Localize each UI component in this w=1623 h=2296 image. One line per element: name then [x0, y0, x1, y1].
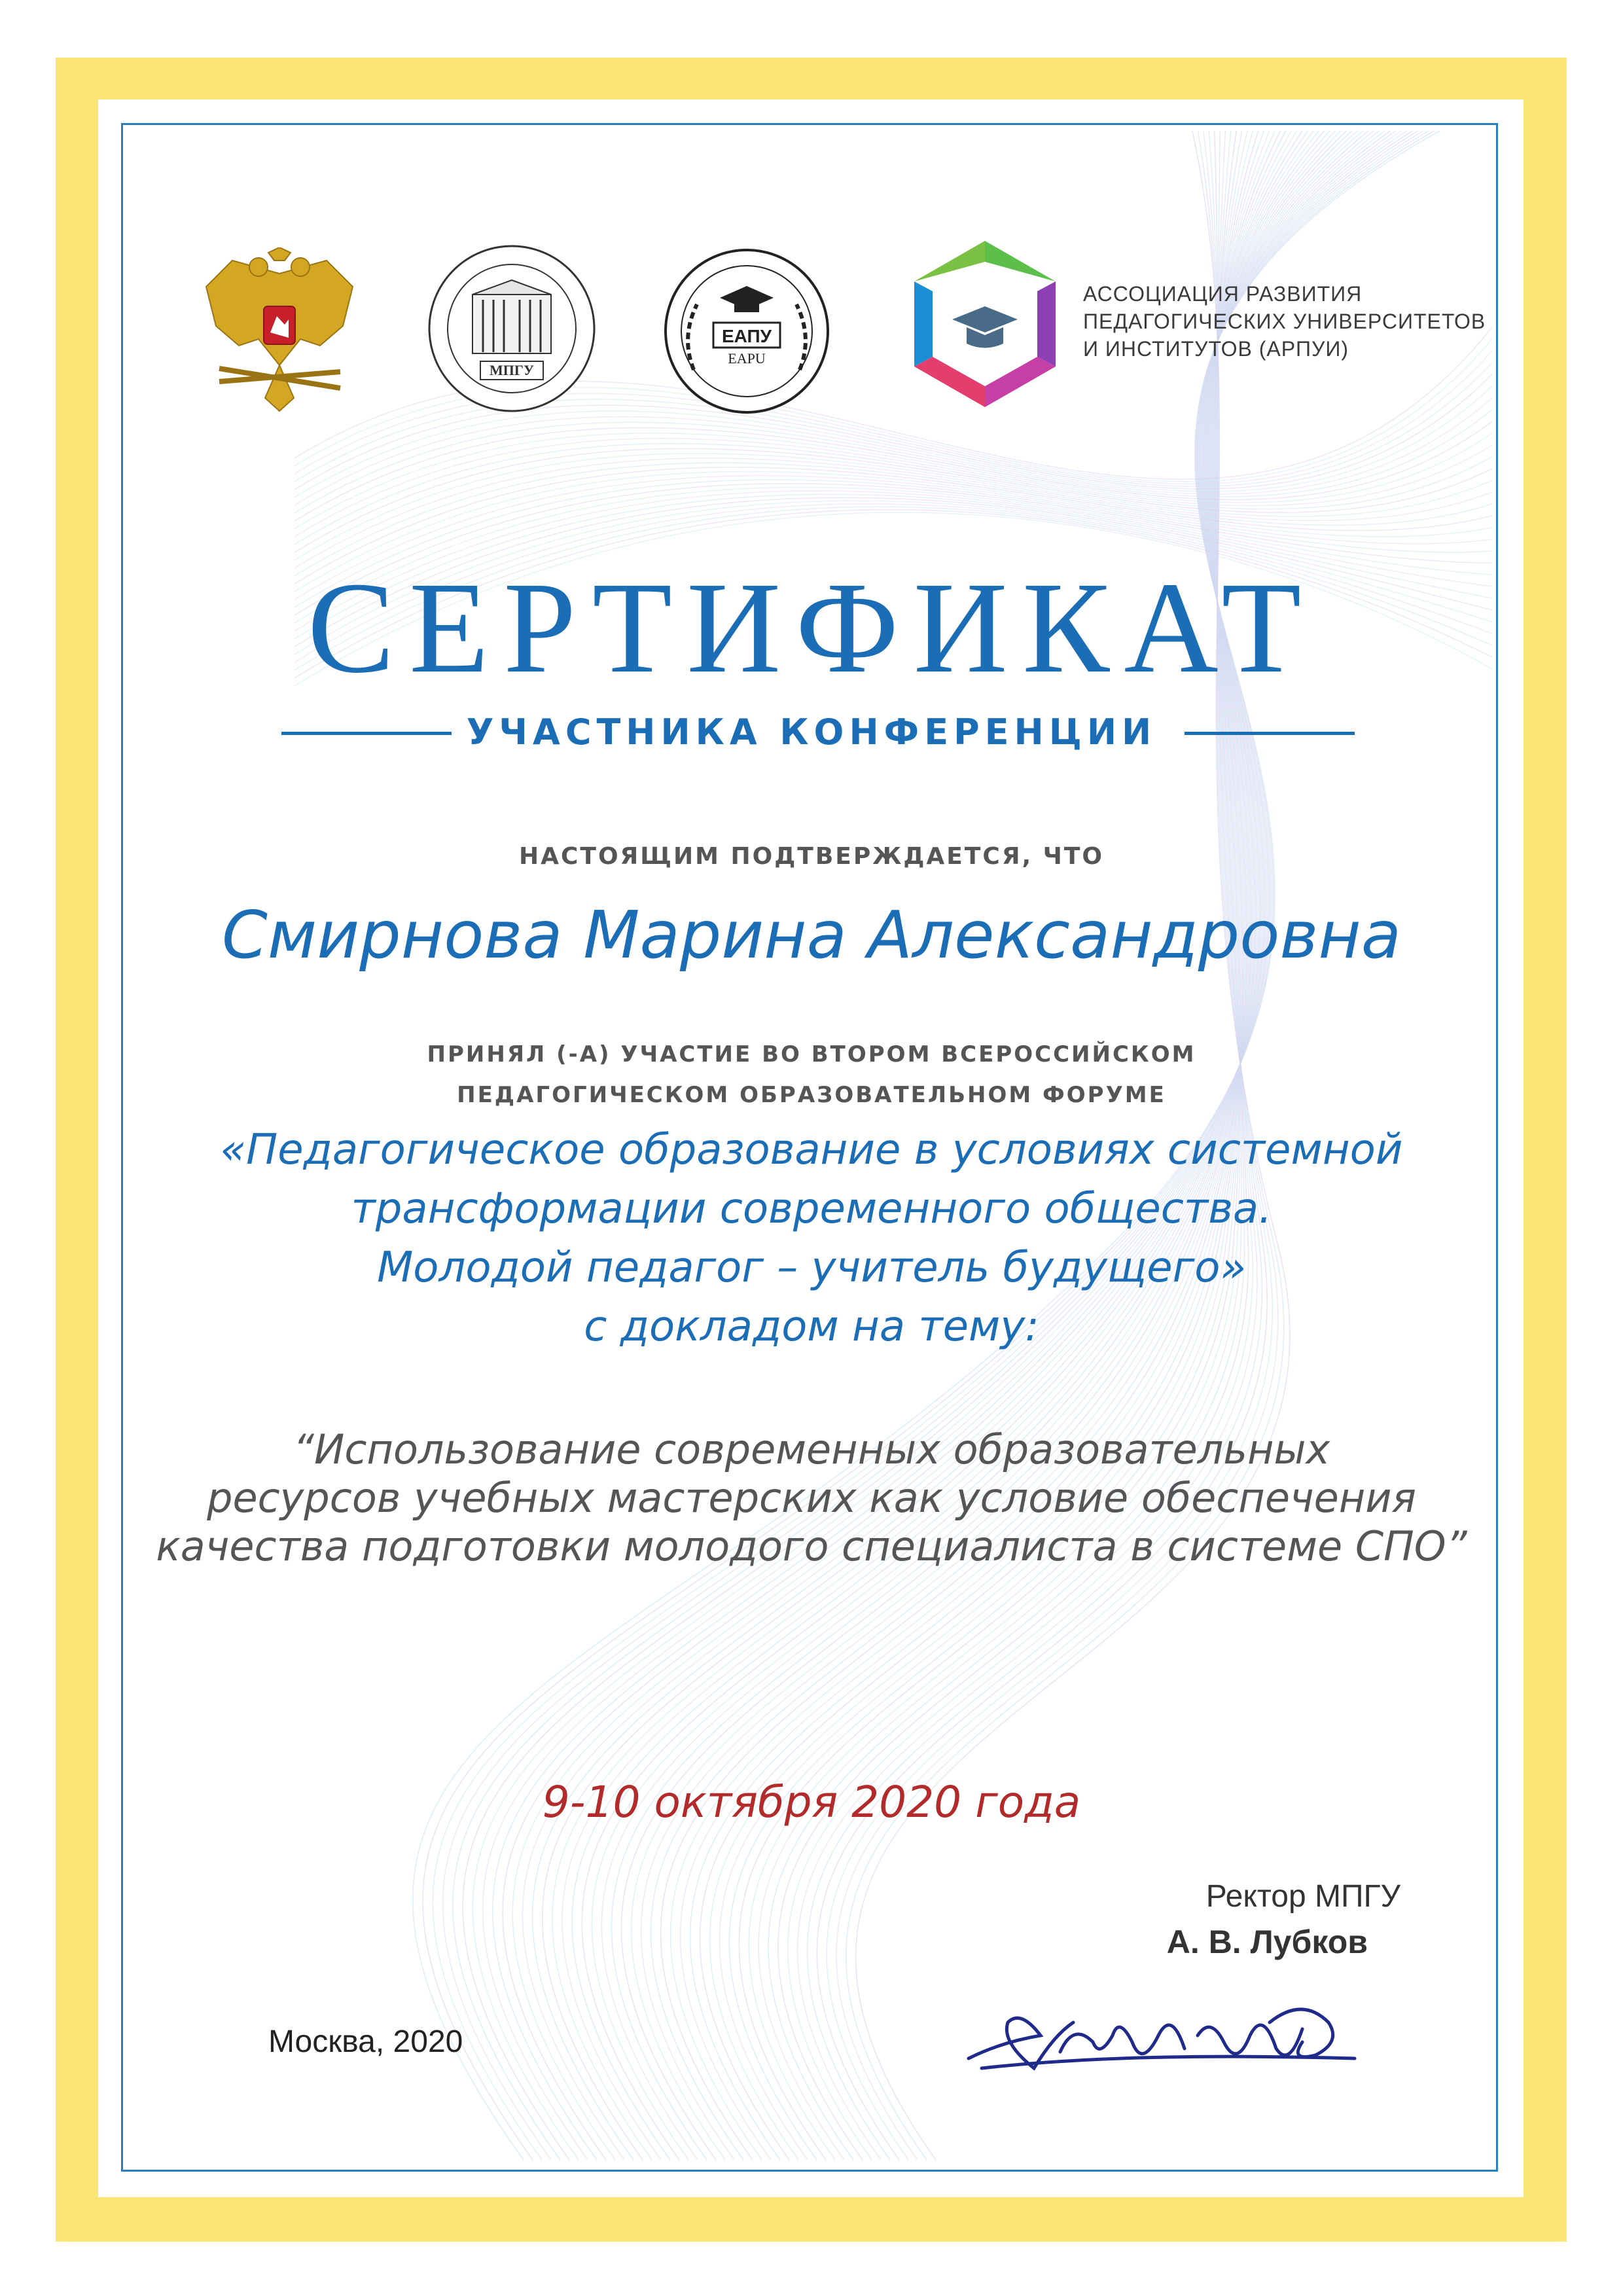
- mpgu-seal-icon: [425, 242, 599, 416]
- report-topic-line: качества подготовки молодого специалиста в системе СПО”: [156, 1522, 1467, 1570]
- mpgu-seal-text: МПГУ: [489, 362, 535, 378]
- participation-text: [0, 1034, 1623, 1115]
- report-topic-line: ресурсов учебных мастерских как условие обеспечения: [207, 1474, 1416, 1522]
- forum-title-line: трансформации современного общества.: [351, 1185, 1272, 1233]
- eapu-logo-icon: [661, 245, 832, 417]
- arpui-hexagon-icon: [906, 236, 1063, 412]
- rector-signature: [962, 1996, 1368, 2081]
- report-topic: [0, 1426, 1623, 1571]
- certificate-subtitle: УЧАСТНИКА КОНФЕРЕНЦИИ: [466, 711, 1157, 753]
- forum-title: [0, 1121, 1623, 1356]
- participation-line: ПЕДАГОГИЧЕСКОМ ОБРАЗОВАТЕЛЬНОМ ФОРУМЕ: [457, 1082, 1166, 1108]
- recipient-name: Смирнова Марина Александровна: [221, 897, 1402, 973]
- forum-title-line: Молодой педагог – учитель будущего»: [377, 1244, 1246, 1292]
- association-name-line: АССОЦИАЦИЯ РАЗВИТИЯ: [1083, 282, 1363, 306]
- eapu-label: ЕАПУ: [721, 326, 772, 346]
- participation-line: ПРИНЯЛ (-А) УЧАСТИЕ ВО ВТОРОМ ВСЕРОССИЙСКОМ: [427, 1041, 1196, 1067]
- association-name: [1083, 280, 1486, 363]
- forum-title-line: с докладом на тему:: [584, 1302, 1039, 1351]
- event-date: 9-10 октября 2020 года: [542, 1777, 1081, 1827]
- rector-title: Ректор МПГУ: [1205, 1879, 1400, 1914]
- rector-name: А. В. Лубков: [1166, 1924, 1368, 1960]
- association-name-line: И ИНСТИТУТОВ (АРПУИ): [1083, 337, 1349, 361]
- russian-coat-of-arms-icon: [193, 247, 366, 418]
- city-year: Москва, 2020: [268, 2024, 463, 2059]
- confirmation-text: НАСТОЯЩИМ ПОДТВЕРЖДАЕТСЯ, ЧТО: [518, 843, 1104, 870]
- association-name-line: ПЕДАГОГИЧЕСКИХ УНИВЕРСИТЕТОВ: [1083, 310, 1486, 333]
- report-topic-line: “Использование современных образовательных: [293, 1426, 1330, 1473]
- eapu-latin-label: EAPU: [728, 350, 766, 367]
- certificate-title: СЕРТИФИКАТ: [307, 556, 1316, 700]
- forum-title-line: «Педагогическое образование в условиях системной: [220, 1126, 1403, 1174]
